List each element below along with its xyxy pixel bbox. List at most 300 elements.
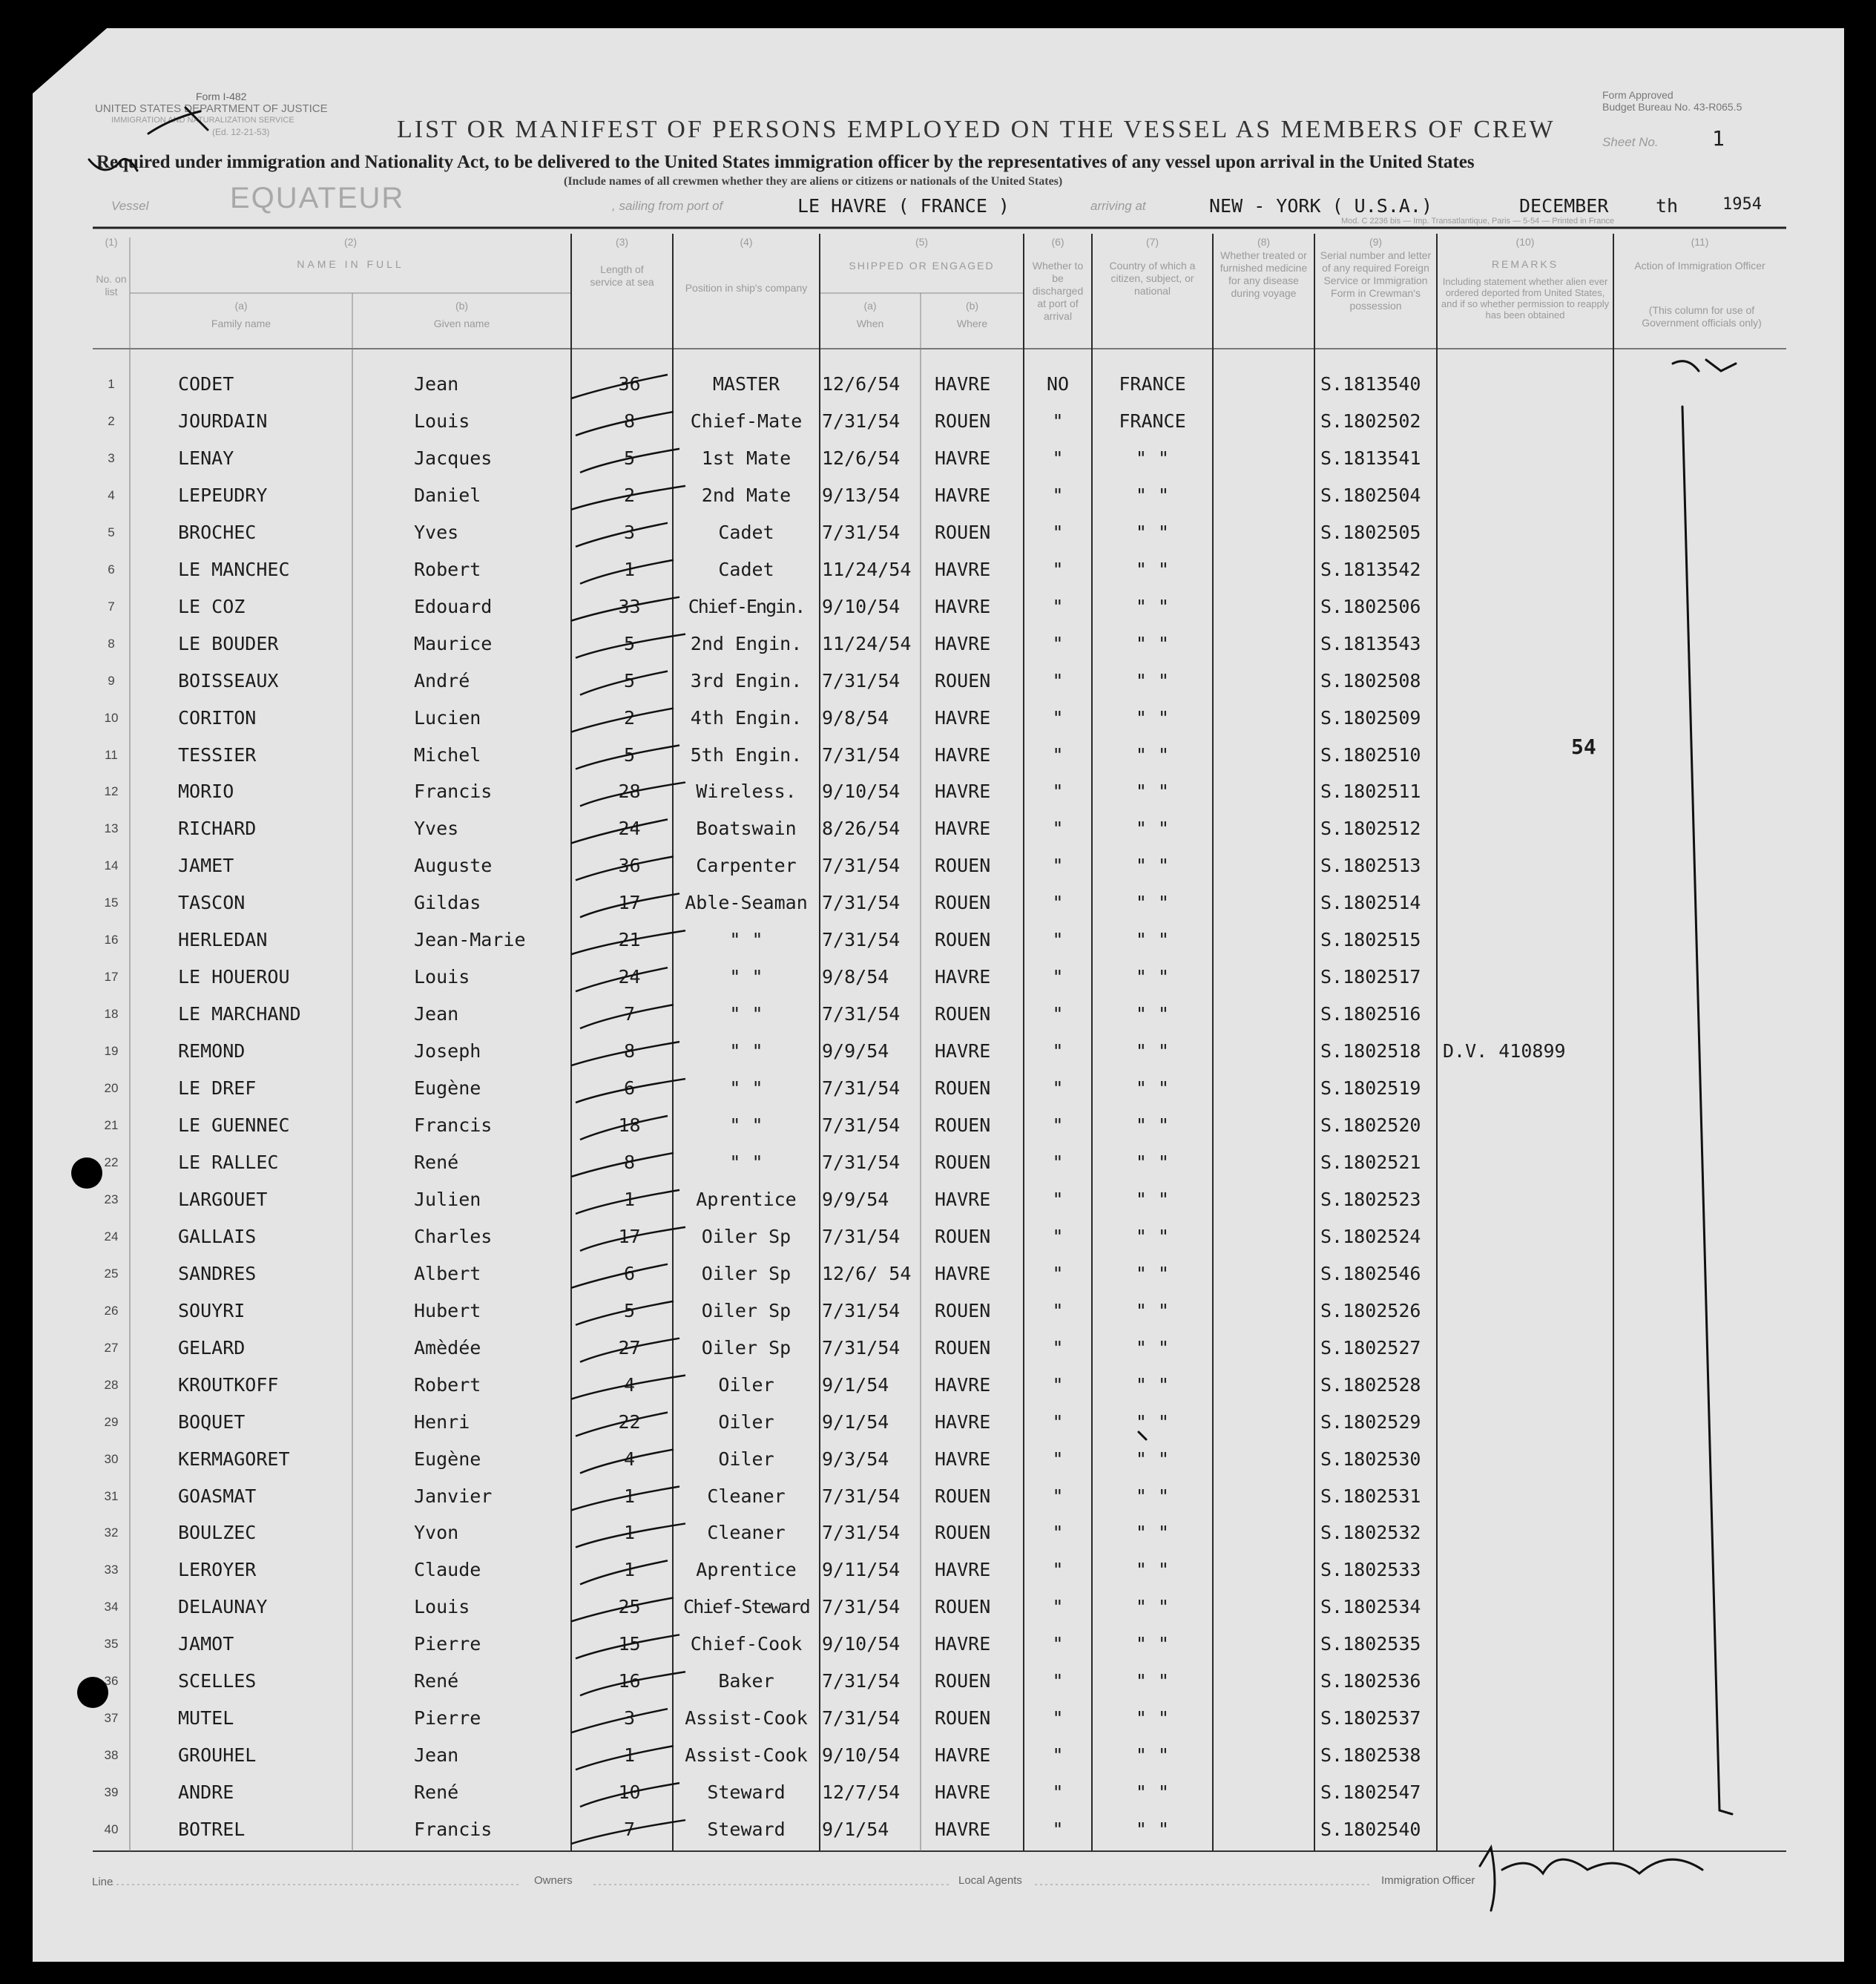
cell-family: JOURDAIN xyxy=(178,410,268,432)
check-mark xyxy=(576,634,685,658)
check-mark xyxy=(580,671,668,695)
cell-length: 1 xyxy=(623,558,636,580)
cell-family: LE MANCHEC xyxy=(178,558,290,580)
check-mark xyxy=(571,1820,685,1844)
cell-when: 9/1/54 xyxy=(822,1819,889,1841)
cell-position: Oiler Sp xyxy=(701,1262,791,1284)
cell-length: 15 xyxy=(618,1633,641,1655)
cell-no: 14 xyxy=(104,858,119,873)
cell-where: HAVRE xyxy=(935,1262,991,1284)
cell-country: " " xyxy=(1135,1114,1170,1136)
cell-position: Aprentice xyxy=(696,1559,797,1581)
cell-no: 16 xyxy=(104,933,119,947)
cell-when: 7/31/54 xyxy=(822,1707,901,1730)
port-to: NEW - YORK ( U.S.A.) xyxy=(1209,195,1433,217)
cell-country: " " xyxy=(1135,1373,1170,1396)
cell-when: 7/31/54 xyxy=(822,410,901,432)
cell-discharged: " xyxy=(1052,1151,1064,1173)
col-where-b: (b) xyxy=(965,300,979,312)
check-mark xyxy=(580,449,679,473)
col-num-1: (1) xyxy=(105,236,118,248)
cell-family: SANDRES xyxy=(178,1262,257,1284)
cell-length: 1 xyxy=(623,1559,636,1581)
cell-position: " " xyxy=(729,1003,763,1025)
cell-no: 11 xyxy=(105,747,118,762)
cell-discharged: " xyxy=(1052,1077,1064,1100)
cell-family: GROUHEL xyxy=(178,1744,257,1767)
cell-given: Eugène xyxy=(414,1448,481,1470)
cell-no: 29 xyxy=(104,1414,119,1429)
cell-family: BOISSEAUX xyxy=(178,669,279,692)
col-header-country: Country of which a citizen, subject, or national xyxy=(1109,260,1196,297)
check-mark xyxy=(576,1523,685,1547)
cell-serial: S.1802516 xyxy=(1320,1003,1421,1025)
cell-position: 2nd Mate xyxy=(701,484,791,506)
cell-country: " " xyxy=(1135,966,1170,988)
cell-no: 7 xyxy=(108,599,115,614)
cell-given: Francis xyxy=(414,781,493,803)
cell-where: ROUEN xyxy=(935,1336,991,1359)
cell-length: 4 xyxy=(623,1448,636,1470)
cell-discharged: NO xyxy=(1046,373,1070,395)
cell-where: ROUEN xyxy=(935,410,991,432)
printer-line: Mod. C 2236 bis — Imp. Transatlantique, Paris — 5-54 — Printed in France xyxy=(1341,217,1615,226)
cell-discharged: " xyxy=(1052,1633,1064,1655)
cell-discharged: " xyxy=(1052,929,1064,951)
cell-family: BOULZEC xyxy=(178,1522,257,1544)
cell-length: 5 xyxy=(623,669,636,692)
cell-when: 12/6/54 xyxy=(822,373,901,395)
cell-discharged: " xyxy=(1052,410,1064,432)
cell-serial: S.1813542 xyxy=(1320,558,1421,580)
cell-position: Cleaner xyxy=(707,1485,786,1507)
cell-no: 1 xyxy=(108,377,115,391)
cell-country: " " xyxy=(1135,484,1170,506)
cell-discharged: " xyxy=(1052,1003,1064,1025)
cell-when: 11/24/54 xyxy=(822,632,912,654)
cell-serial: S.1802540 xyxy=(1320,1819,1421,1841)
cell-given: Francis xyxy=(414,1819,493,1841)
check-mark xyxy=(576,1746,674,1770)
cell-length: 28 xyxy=(618,781,641,803)
cell-when: 7/31/54 xyxy=(822,669,901,692)
cell-when: 9/1/54 xyxy=(822,1373,889,1396)
cell-country: " " xyxy=(1135,1151,1170,1173)
cell-when: 7/31/54 xyxy=(822,1485,901,1507)
cell-length: 7 xyxy=(623,1003,636,1025)
cell-given: Louis xyxy=(414,966,470,988)
cell-no: 28 xyxy=(104,1377,119,1392)
cell-discharged: " xyxy=(1052,1448,1064,1470)
cell-position: Chief-Steward xyxy=(683,1596,809,1618)
cell-given: Francis xyxy=(414,1114,493,1136)
cell-where: HAVRE xyxy=(935,818,991,840)
cell-discharged: " xyxy=(1052,781,1064,803)
cell-discharged: " xyxy=(1052,1781,1064,1804)
page-title: LIST OR MANIFEST OF PERSONS EMPLOYED ON THE VESSEL AS MEMBERS OF CREW xyxy=(397,116,1556,143)
cell-given: René xyxy=(414,1151,459,1173)
arrival-day: th xyxy=(1656,195,1679,217)
arrival-year: 1954 xyxy=(1722,195,1762,214)
cell-where: HAVRE xyxy=(935,1781,991,1804)
cell-where: HAVRE xyxy=(935,1448,991,1470)
col-family-a: (a) xyxy=(234,300,248,312)
cell-country: " " xyxy=(1135,1336,1170,1359)
cell-length: 1 xyxy=(623,1188,636,1210)
cell-length: 1 xyxy=(623,1744,636,1767)
cell-no: 18 xyxy=(104,1007,119,1022)
cell-when: 7/31/54 xyxy=(822,892,901,914)
check-mark xyxy=(580,1116,668,1140)
cell-given: Pierre xyxy=(414,1633,481,1655)
cell-no: 26 xyxy=(104,1303,119,1318)
form-approved: Form Approved xyxy=(1602,89,1673,101)
check-mark xyxy=(580,782,685,806)
col-header-family: Family name xyxy=(211,318,271,329)
footer-line: Line xyxy=(92,1876,113,1888)
cell-no: 20 xyxy=(104,1081,119,1096)
cell-family: RICHARD xyxy=(178,818,257,840)
cell-serial: S.1802546 xyxy=(1320,1262,1421,1284)
cell-where: HAVRE xyxy=(935,1373,991,1396)
cell-where: HAVRE xyxy=(935,1559,991,1581)
cell-length: 22 xyxy=(618,1410,641,1433)
cell-position: Wireless. xyxy=(696,781,797,803)
cell-position: Steward xyxy=(707,1819,786,1841)
cell-length: 25 xyxy=(618,1596,641,1618)
cell-discharged: " xyxy=(1052,484,1064,506)
check-mark xyxy=(571,1153,674,1177)
cell-no: 2 xyxy=(108,413,115,428)
cell-serial: S.1802513 xyxy=(1320,855,1421,877)
cell-serial: S.1802547 xyxy=(1320,1781,1421,1804)
cell-serial: S.1802520 xyxy=(1320,1114,1421,1136)
sheet-number: 1 xyxy=(1712,126,1725,151)
cell-discharged: " xyxy=(1052,1559,1064,1581)
cell-where: HAVRE xyxy=(935,743,991,766)
cell-no: 8 xyxy=(108,636,115,651)
cell-length: 5 xyxy=(623,1299,636,1321)
cell-given: Hubert xyxy=(414,1299,481,1321)
cell-serial: S.1802528 xyxy=(1320,1373,1421,1396)
col-num-8: (8) xyxy=(1257,236,1271,248)
cell-length: 8 xyxy=(623,1151,636,1173)
cell-position: Oiler Sp xyxy=(701,1299,791,1321)
cell-length: 4 xyxy=(623,1373,636,1396)
cell-when: 9/10/54 xyxy=(822,1744,901,1767)
col-when-a: (a) xyxy=(863,300,877,312)
cell-discharged: " xyxy=(1052,706,1064,729)
cell-no: 39 xyxy=(104,1785,119,1800)
cell-discharged: " xyxy=(1052,1819,1064,1841)
cell-family: LEPEUDRY xyxy=(178,484,268,506)
cell-discharged: " xyxy=(1052,447,1064,469)
cell-country: " " xyxy=(1135,781,1170,803)
cell-no: 40 xyxy=(104,1822,119,1837)
cell-where: HAVRE xyxy=(935,595,991,617)
cell-given: Edouard xyxy=(414,595,493,617)
cell-serial: S.1802535 xyxy=(1320,1633,1421,1655)
cell-where: HAVRE xyxy=(935,1188,991,1210)
cell-no: 27 xyxy=(104,1340,119,1355)
cell-where: HAVRE xyxy=(935,1744,991,1767)
col-num-2: (2) xyxy=(343,236,358,248)
cell-position: " " xyxy=(729,1077,763,1100)
cell-where: HAVRE xyxy=(935,373,991,395)
cell-given: Amèdée xyxy=(414,1336,481,1359)
cell-given: Auguste xyxy=(414,855,493,877)
cell-family: DELAUNAY xyxy=(178,1596,268,1618)
cell-serial: S.1802505 xyxy=(1320,521,1421,543)
cell-position: Oiler xyxy=(718,1373,774,1396)
cell-serial: S.1802502 xyxy=(1320,410,1421,432)
cell-no: 25 xyxy=(104,1266,119,1281)
cell-no: 36 xyxy=(104,1674,119,1689)
cell-family: LE DREF xyxy=(178,1077,257,1100)
cell-where: ROUEN xyxy=(935,1485,991,1507)
cell-position: " " xyxy=(729,1151,763,1173)
cell-country: " " xyxy=(1135,1077,1170,1100)
cell-where: HAVRE xyxy=(935,447,991,469)
cell-country: " " xyxy=(1135,558,1170,580)
check-mark xyxy=(576,743,679,769)
cell-when: 7/31/54 xyxy=(822,1299,901,1321)
check-mark xyxy=(571,1373,685,1399)
cell-country: " " xyxy=(1135,1781,1170,1804)
cell-discharged: " xyxy=(1052,1188,1064,1210)
cell-given: Charles xyxy=(414,1225,493,1247)
check-mark xyxy=(571,1597,674,1621)
cell-position: Carpenter xyxy=(696,855,797,877)
cell-position: Chief-Cook xyxy=(690,1633,803,1655)
cell-position: Cadet xyxy=(718,521,774,543)
cell-where: HAVRE xyxy=(935,1819,991,1841)
check-mark xyxy=(580,1227,685,1251)
cell-country: " " xyxy=(1135,1262,1170,1284)
cell-where: ROUEN xyxy=(935,1077,991,1100)
cell-serial: S.1802534 xyxy=(1320,1596,1421,1618)
cell-no: 5 xyxy=(108,525,115,539)
cell-discharged: " xyxy=(1052,1670,1064,1692)
check-mark xyxy=(571,1042,679,1065)
check-mark xyxy=(580,1005,674,1028)
cell-country: " " xyxy=(1135,669,1170,692)
cell-when: 9/10/54 xyxy=(822,1633,901,1655)
cell-no: 23 xyxy=(104,1192,119,1206)
col-num-6: (6) xyxy=(1051,236,1064,248)
footer-agents: Local Agents xyxy=(958,1874,1022,1887)
col-num-5: (5) xyxy=(915,236,929,248)
cell-length: 1 xyxy=(623,1522,636,1544)
cell-discharged: " xyxy=(1052,1225,1064,1247)
cell-family: BOTREL xyxy=(178,1819,246,1841)
cell-family: LARGOUET xyxy=(178,1188,268,1210)
cell-when: 7/31/54 xyxy=(822,1522,901,1544)
cell-no: 38 xyxy=(104,1748,119,1763)
cell-where: HAVRE xyxy=(935,632,991,654)
col-num-10: (10) xyxy=(1515,236,1535,248)
cell-discharged: " xyxy=(1052,1262,1064,1284)
check-mark xyxy=(576,1190,679,1214)
cell-serial: S.1802536 xyxy=(1320,1670,1421,1692)
cell-discharged: " xyxy=(1052,1707,1064,1730)
cell-where: HAVRE xyxy=(935,781,991,803)
cell-position: " " xyxy=(729,1040,763,1062)
cell-no: 37 xyxy=(104,1711,119,1726)
cell-given: Louis xyxy=(414,1596,470,1618)
cell-given: Maurice xyxy=(414,632,493,654)
cell-no: 35 xyxy=(104,1637,119,1652)
cell-family: KERMAGORET xyxy=(178,1448,290,1470)
check-mark xyxy=(571,930,685,954)
cell-no: 12 xyxy=(104,784,119,799)
cell-country: " " xyxy=(1135,1707,1170,1730)
cell-when: 7/31/54 xyxy=(822,1077,901,1100)
sheet-label: Sheet No. xyxy=(1602,135,1659,149)
cell-family: CORITON xyxy=(178,706,257,729)
cell-no: 4 xyxy=(108,487,115,502)
cell-when: 9/1/54 xyxy=(822,1410,889,1433)
cell-serial: S.1802518 xyxy=(1320,1040,1421,1062)
cell-where: HAVRE xyxy=(935,484,991,506)
cell-no: 19 xyxy=(104,1044,119,1059)
cell-when: 7/31/54 xyxy=(822,1151,901,1173)
cell-country: " " xyxy=(1135,1003,1170,1025)
cell-no: 32 xyxy=(104,1525,119,1540)
cell-discharged: " xyxy=(1052,1336,1064,1359)
cell-when: 7/31/54 xyxy=(822,521,901,543)
cell-discharged: " xyxy=(1052,966,1064,988)
cell-given: Robert xyxy=(414,558,481,580)
cell-given: Yves xyxy=(414,521,459,543)
cell-serial: S.1802508 xyxy=(1320,669,1421,692)
cell-position: Oiler Sp xyxy=(701,1336,791,1359)
cell-length: 2 xyxy=(623,706,636,729)
cell-no: 9 xyxy=(108,673,115,688)
cell-serial: S.1802538 xyxy=(1320,1744,1421,1767)
cell-discharged: " xyxy=(1052,855,1064,877)
col-header-when: When xyxy=(856,318,884,329)
cell-remarks: D.V. 410899 xyxy=(1443,1040,1566,1062)
cell-position: Cadet xyxy=(718,558,774,580)
cell-no: 31 xyxy=(104,1488,119,1503)
arrival-month: DECEMBER xyxy=(1519,195,1609,217)
cell-where: ROUEN xyxy=(935,855,991,877)
cell-serial: S.1802510 xyxy=(1320,743,1421,766)
cell-country: " " xyxy=(1135,521,1170,543)
cell-family: JAMET xyxy=(178,855,234,877)
col-num-9: (9) xyxy=(1369,236,1383,248)
cell-where: ROUEN xyxy=(935,1003,991,1025)
col-header-shipped: SHIPPED OR ENGAGED xyxy=(849,260,995,272)
cell-serial: S.1802529 xyxy=(1320,1410,1421,1433)
cell-serial: S.1802515 xyxy=(1320,929,1421,951)
cell-when: 7/31/54 xyxy=(822,929,901,951)
check-mark xyxy=(571,486,685,510)
cell-family: TESSIER xyxy=(178,743,257,766)
cell-when: 7/31/54 xyxy=(822,1114,901,1136)
cell-where: ROUEN xyxy=(935,1596,991,1618)
cell-position: Aprentice xyxy=(696,1188,797,1210)
check-mark xyxy=(580,893,679,917)
col-header-serial: Serial number and letter of any required Foreign Service or Immigration Form in Crewman's possession xyxy=(1320,249,1432,312)
cell-position: Oiler xyxy=(718,1448,774,1470)
footer-officer: Immigration Officer xyxy=(1381,1874,1475,1887)
cell-given: Robert xyxy=(414,1373,481,1396)
cell-given: Yves xyxy=(414,818,459,840)
cell-discharged: " xyxy=(1052,669,1064,692)
cell-discharged: " xyxy=(1052,1485,1064,1507)
cell-position: Assist-Cook xyxy=(685,1744,808,1767)
cell-country: " " xyxy=(1135,1819,1170,1841)
cell-serial: S.1802517 xyxy=(1320,966,1421,988)
cell-when: 12/7/54 xyxy=(822,1781,901,1804)
cell-country: " " xyxy=(1135,447,1170,469)
cell-given: Pierre xyxy=(414,1707,481,1730)
cell-no: 10 xyxy=(104,710,119,725)
cell-serial: S.1802506 xyxy=(1320,595,1421,617)
cell-given: Jean xyxy=(414,373,459,395)
check-mark xyxy=(580,560,674,584)
cell-when: 9/9/54 xyxy=(822,1040,889,1062)
cell-length: 18 xyxy=(618,1114,641,1136)
cell-discharged: " xyxy=(1052,1040,1064,1062)
cell-discharged: " xyxy=(1052,1410,1064,1433)
check-mark xyxy=(576,1413,668,1436)
cell-when: 9/10/54 xyxy=(822,781,901,803)
cell-family: GELARD xyxy=(178,1336,246,1359)
cell-given: Henri xyxy=(414,1410,470,1433)
cell-family: JAMOT xyxy=(178,1633,234,1655)
cell-given: Albert xyxy=(414,1262,481,1284)
cell-given: Claude xyxy=(414,1559,481,1581)
cell-serial: S.1802537 xyxy=(1320,1707,1421,1730)
cell-position: Chief-Engin. xyxy=(688,595,805,617)
cell-family: GOASMAT xyxy=(178,1485,257,1507)
col-header-no: No. on list xyxy=(96,273,127,298)
cell-no: 15 xyxy=(104,896,119,910)
cell-given: Michel xyxy=(414,743,481,766)
check-mark xyxy=(576,1079,685,1103)
cell-serial: S.1802509 xyxy=(1320,706,1421,729)
cell-when: 9/10/54 xyxy=(822,595,901,617)
cell-no: 34 xyxy=(104,1600,119,1615)
cell-given: André xyxy=(414,669,470,692)
cell-position: 5th Engin. xyxy=(690,743,803,766)
cell-given: René xyxy=(414,1670,459,1692)
cell-length: 5 xyxy=(623,632,636,654)
cell-family: LE BOUDER xyxy=(178,632,279,654)
cell-family: LEROYER xyxy=(178,1559,257,1581)
cell-when: 7/31/54 xyxy=(822,1336,901,1359)
cell-where: HAVRE xyxy=(935,706,991,729)
cell-family: ANDRE xyxy=(178,1781,234,1804)
cell-given: Gildas xyxy=(414,892,481,914)
cell-discharged: " xyxy=(1052,1114,1064,1136)
col-header-remarks: REMARKS xyxy=(1491,258,1559,270)
cell-serial: S.1802511 xyxy=(1320,781,1421,803)
check-mark xyxy=(580,1560,668,1584)
cell-position: MASTER xyxy=(712,373,780,395)
col-num-11: (11) xyxy=(1691,236,1709,248)
cell-position: Cleaner xyxy=(707,1522,786,1544)
cell-no: 17 xyxy=(104,970,119,985)
cell-length: 6 xyxy=(623,1262,636,1284)
cell-discharged: " xyxy=(1052,632,1064,654)
cell-length: 17 xyxy=(618,1225,641,1247)
col-num-4: (4) xyxy=(740,236,753,248)
check-mark xyxy=(580,1783,679,1807)
